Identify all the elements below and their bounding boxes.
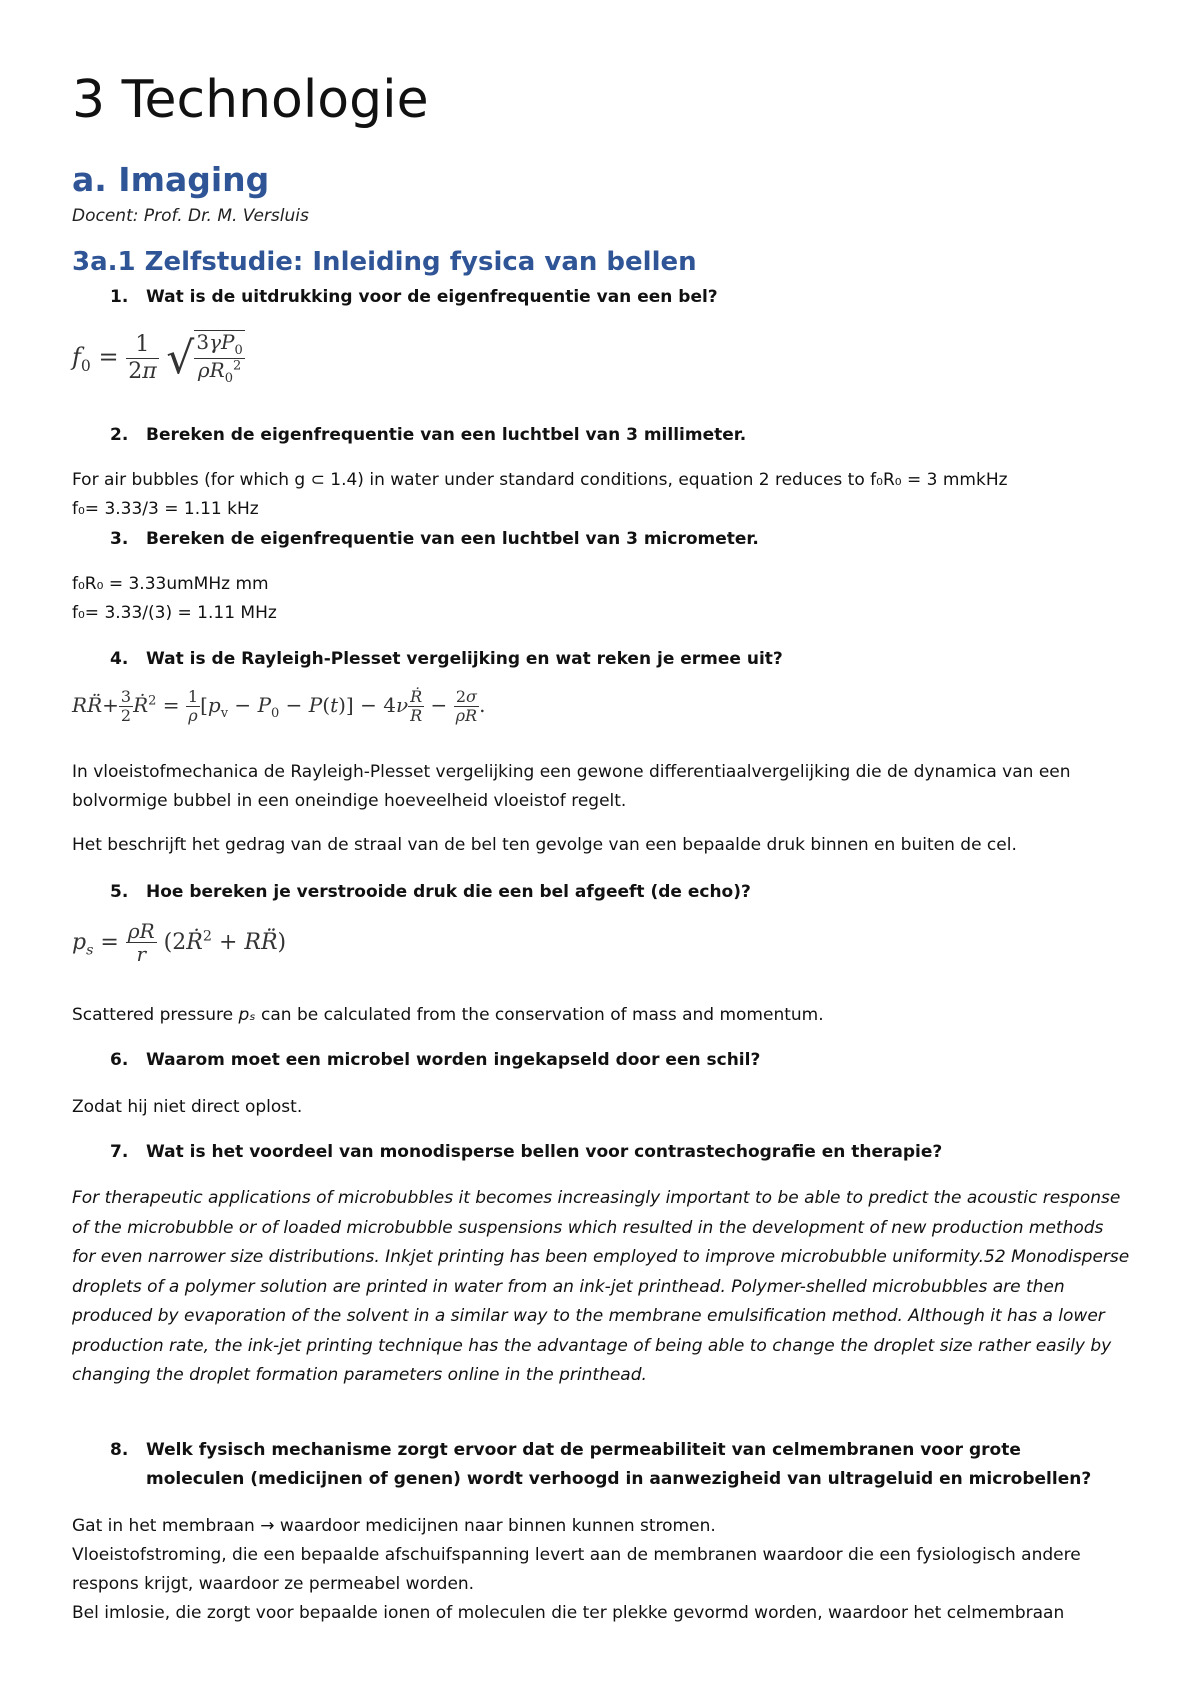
question-6: 6. Waarom moet een microbel worden ingekapseld door een schil?: [110, 1050, 761, 1070]
question-2: 2. Bereken de eigenfrequentie van een luchtbel van 3 millimeter.: [110, 425, 747, 445]
answer-8-line-2: Vloeistofstroming, die een bepaalde afschuifspanning levert aan de membranen waardoor die een fysiologisch andere respons krijgt, waardoor ze permeabel worden.: [72, 1545, 1081, 1594]
answer-2-line-1: For air bubbles (for which g ⊂ 1.4) in water under standard conditions, equation 2 reduces to f₀R₀ = 3 mmkHz: [72, 470, 1008, 490]
question-3: 3. Bereken de eigenfrequentie van een luchtbel van 3 micrometer.: [110, 529, 759, 549]
question-7: 7. Wat is het voordeel van monodisperse bellen voor contrastechografie en therapie?: [110, 1142, 943, 1162]
answer-4-paragraph-2: Het beschrijft het gedrag van de straal van de bel ten gevolge van een bepaalde druk binnen en buiten de cel.: [72, 835, 1017, 855]
subsection-heading: 3a.1 Zelfstudie: Inleiding fysica van bellen: [72, 247, 697, 277]
answer-3-line-2: f₀= 3.33/(3) = 1.11 MHz: [72, 603, 277, 623]
equation-rayleigh-plesset: RR̈+ $\frac{3}{2}$ Ṙ$^2$ = $\frac{1}{\rho}$ $[p_v - P_0 - P(t)] - 4\nu$ $\frac{\text{Ṙ}}{R}$ − $\frac{2\sigma}{\rho R}$ .: [72, 687, 486, 725]
question-5: 5. Hoe bereken je verstrooide druk die een bel afgeeft (de echo)?: [110, 882, 751, 902]
docent-line: Docent: Prof. Dr. M. Versluis: [72, 206, 309, 226]
page-title: 3 Technologie: [72, 70, 429, 130]
answer-4-paragraph-1: In vloeistofmechanica de Rayleigh-Plesset vergelijking een gewone differentiaalvergelijking die de dynamica van een bolvormige bubbel in een oneindige hoeveelheid vloeistof regelt.: [72, 762, 1071, 811]
question-1: 1. Wat is de uitdrukking voor de eigenfrequentie van een bel?: [110, 287, 718, 307]
answer-2-line-2: f₀= 3.33/3 = 1.11 kHz: [72, 499, 259, 519]
answer-7: For therapeutic applications of microbubbles it becomes increasingly important to be able to predict the acoustic response of the microbubble or of loaded microbubble suspensions which resulted in the development of new production methods for even narrower size distributions. Inkjet printing has been employed to improve microbubble uniformity.52 Monodisperse droplets of a polymer solution are printed in water from an ink-jet printhead. Polymer-shelled microbubbles are then produced by evaporation of the solvent in a similar way to the membrane emulsification method. Although it has a lower production rate, the ink-jet printing technique has the advantage of being able to change the droplet size rather easily by changing the droplet formation parameters online in the printhead.: [72, 1188, 1130, 1385]
question-4: 4. Wat is de Rayleigh-Plesset vergelijking en wat reken je ermee uit?: [110, 649, 783, 669]
answer-6: Zodat hij niet direct oplost.: [72, 1097, 303, 1117]
answer-5: Scattered pressure pₛ can be calculated from the conservation of mass and momentum.: [72, 1005, 824, 1025]
equation-eigenfrequency: $f_0$ = $\frac{1}{2\pi}$ √ $\frac{3\gamma P_0}{\rho R_0^2}$: [72, 330, 243, 387]
answer-3-line-1: f₀R₀ = 3.33umMHz mm: [72, 574, 269, 594]
question-8: 8. Welk fysisch mechanisme zorgt ervoor dat de permeabiliteit van celmembranen voor grote moleculen (medicijnen of genen) wordt verhoogd in aanwezigheid van ultrageluid en microbellen?: [110, 1440, 1092, 1489]
section-heading: a. Imaging: [72, 160, 270, 199]
equation-scattered-pressure: $p_s$ = $\frac{\rho R}{r}$ (2Ṙ$^2$ + RR̈): [72, 919, 287, 966]
answer-8-line-1: Gat in het membraan → waardoor medicijnen naar binnen kunnen stromen.: [72, 1516, 716, 1536]
answer-8-line-3: Bel imlosie, die zorgt voor bepaalde ionen of moleculen die ter plekke gevormd worden, waardoor het celmembraan: [72, 1603, 1065, 1623]
